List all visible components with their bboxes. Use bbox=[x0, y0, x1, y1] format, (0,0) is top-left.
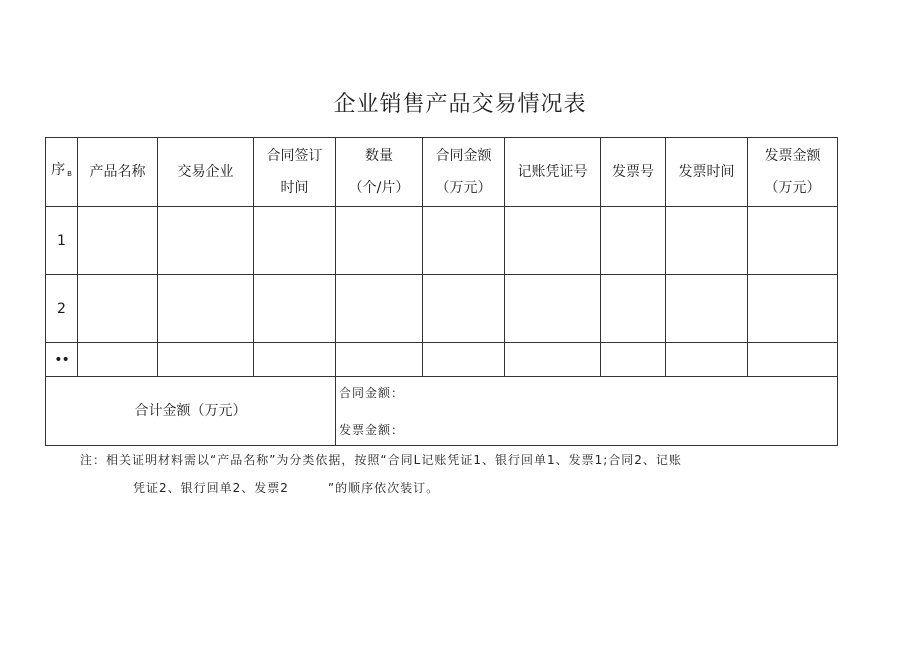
cell-quantity bbox=[336, 343, 423, 377]
header-contract-amount: 合同金额 （万元） bbox=[423, 138, 505, 207]
note-line-2: 凭证2、银行回单2、发票2 ”的顺序依次装订。 bbox=[133, 481, 440, 495]
row-seq: •• bbox=[46, 343, 78, 377]
cell-contract-amount bbox=[423, 207, 505, 275]
cell-quantity bbox=[336, 207, 423, 275]
cell-voucher-no bbox=[505, 207, 601, 275]
total-contract-amount-label: 合同金额： bbox=[339, 386, 405, 400]
row-seq: 1 bbox=[46, 207, 78, 275]
header-seq: 序 B bbox=[46, 138, 78, 207]
cell-invoice-no bbox=[601, 343, 666, 377]
cell-invoice-no bbox=[601, 207, 666, 275]
header-contract-date: 合同签订 时间 bbox=[254, 138, 336, 207]
cell-trade-company bbox=[158, 343, 254, 377]
note-line-1: 注：相关证明材料需以“产品名称”为分类依据，按照“合同L记账凭证1、银行回单1、发票1;合同2、记账 bbox=[80, 453, 682, 467]
cell-invoice-no bbox=[601, 275, 666, 343]
cell-invoice-amount bbox=[748, 343, 838, 377]
cell-trade-company bbox=[158, 275, 254, 343]
cell-invoice-time bbox=[666, 275, 748, 343]
header-invoice-no: 发票号 bbox=[601, 138, 666, 207]
cell-invoice-time bbox=[666, 207, 748, 275]
cell-invoice-amount bbox=[748, 275, 838, 343]
total-row bbox=[46, 377, 838, 446]
seq-mark: B bbox=[67, 170, 72, 178]
header-row bbox=[46, 138, 838, 207]
header-voucher-no: 记账凭证号 bbox=[505, 138, 601, 207]
cell-voucher-no bbox=[505, 343, 601, 377]
cell-product-name bbox=[78, 343, 158, 377]
page-title: 企业销售产品交易情况表 bbox=[333, 92, 587, 117]
cell-contract-amount bbox=[423, 343, 505, 377]
table-row bbox=[46, 275, 838, 343]
total-values bbox=[336, 377, 838, 446]
cell-contract-date bbox=[254, 207, 336, 275]
header-invoice-amount: 发票金额 （万元） bbox=[748, 138, 838, 207]
header-invoice-time: 发票时间 bbox=[666, 138, 748, 207]
cell-product-name bbox=[78, 207, 158, 275]
cell-trade-company bbox=[158, 207, 254, 275]
table-row bbox=[46, 343, 838, 377]
total-label: 合计金额（万元） bbox=[46, 377, 336, 446]
cell-contract-amount bbox=[423, 275, 505, 343]
trade-table bbox=[45, 137, 838, 446]
row-seq: 2 bbox=[46, 275, 78, 343]
table-row bbox=[46, 207, 838, 275]
header-product-name: 产品名称 bbox=[78, 138, 158, 207]
cell-invoice-time bbox=[666, 343, 748, 377]
cell-invoice-amount bbox=[748, 207, 838, 275]
cell-product-name bbox=[78, 275, 158, 343]
cell-voucher-no bbox=[505, 275, 601, 343]
cell-contract-date bbox=[254, 275, 336, 343]
cell-contract-date bbox=[254, 343, 336, 377]
cell-quantity bbox=[336, 275, 423, 343]
header-quantity: 数量 （个/片） bbox=[336, 138, 423, 207]
header-trade-company: 交易企业 bbox=[158, 138, 254, 207]
total-invoice-amount-label: 发票金额： bbox=[339, 423, 405, 437]
